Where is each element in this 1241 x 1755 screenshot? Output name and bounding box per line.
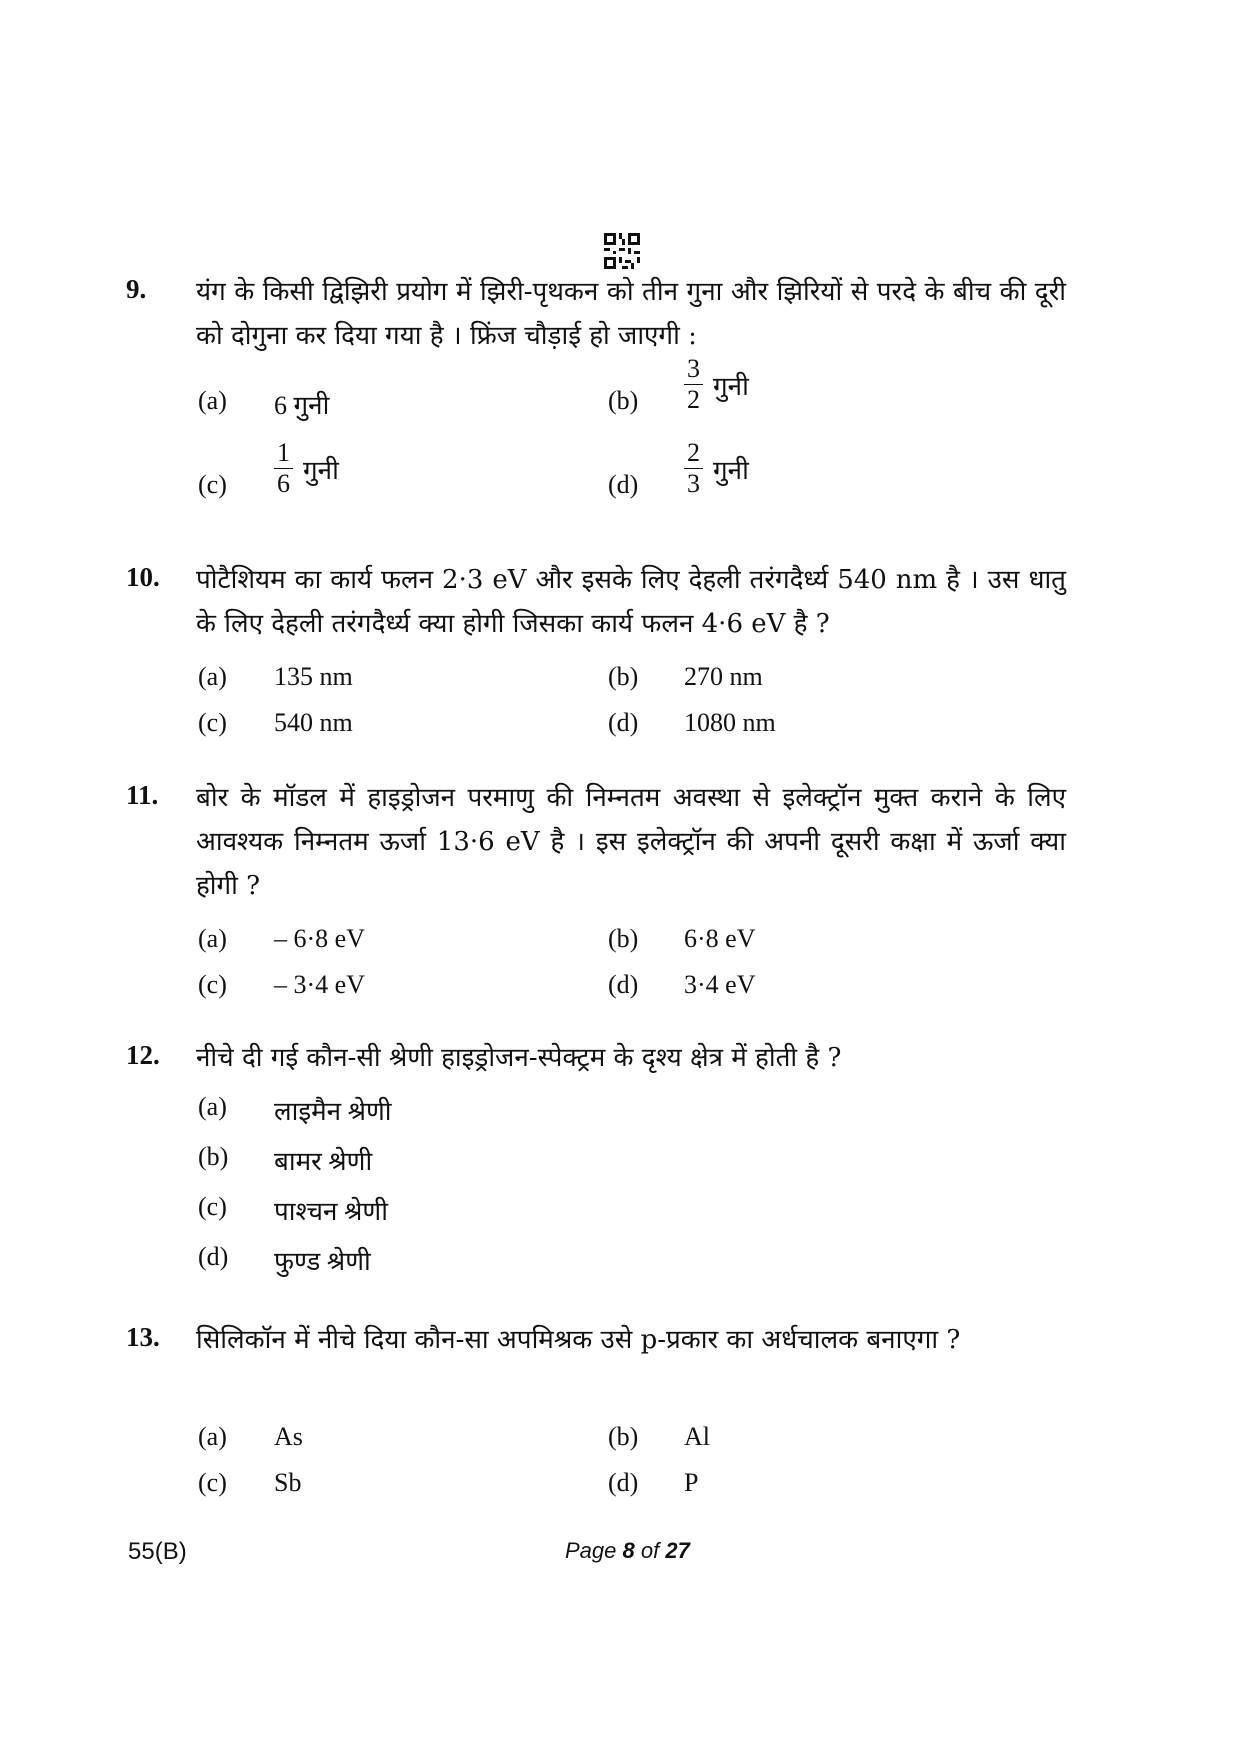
option-value: 540 nm (274, 708, 353, 737)
option-label: (d) (198, 1242, 229, 1271)
option-value: – 6·8 eV (274, 924, 365, 953)
option-label: (b) (608, 1422, 639, 1451)
option-value: 3·4 eV (684, 970, 756, 999)
qr-code-icon (604, 233, 640, 269)
option-value: बामर श्रेणी (274, 1147, 373, 1176)
question-text: यंग के किसी द्विझिरी प्रयोग में झिरी-पृथकन को तीन गुना और झिरियों से परदे के बीच की दूरी को दोगुना कर दिया गया है । फ्रिंज चौड़ाई हो जाएगी : (196, 277, 1066, 351)
option-value: Sb (274, 1468, 302, 1497)
option-value: पाश्चन श्रेणी (274, 1197, 388, 1226)
option-label: (b) (198, 1142, 229, 1171)
option-label: (b) (608, 662, 639, 691)
option-value: P (684, 1468, 699, 1497)
option-value: 6·8 eV (684, 924, 756, 953)
question-number: 13. (126, 1322, 160, 1352)
option-suffix: गुनी (303, 455, 339, 486)
option-value: As (274, 1422, 303, 1451)
question-number: 9. (126, 274, 147, 304)
option-suffix: गुनी (713, 371, 749, 402)
question-number: 10. (126, 562, 160, 592)
option-value: 135 nm (274, 662, 353, 691)
option-label: (a) (198, 1092, 227, 1121)
option-value: 270 nm (684, 662, 763, 691)
option-value: 1080 nm (684, 708, 776, 737)
option-value: लाइमैन श्रेणी (274, 1097, 392, 1126)
option-value: फुण्ड श्रेणी (274, 1247, 371, 1276)
option-label: (d) (608, 470, 639, 499)
option-label: (b) (608, 386, 639, 415)
option-label: (a) (198, 386, 227, 415)
question-text: नीचे दी गई कौन-सी श्रेणी हाइड्रोजन-स्पेक्ट्रम के दृश्य क्षेत्र में होती है ? (196, 1043, 842, 1073)
option-label: (c) (198, 708, 227, 737)
fraction: $\frac{3}{2}$ (684, 354, 703, 415)
question-text: पोटैशियम का कार्य फलन 2·3 eV और इसके लिए देहली तरंगदैर्ध्य 540 nm है । उस धातु के लिए देहली तरंगदैर्ध्य क्या होगी जिसका कार्य फलन 4·6 eV है ? (196, 565, 1066, 639)
option-label: (a) (198, 1422, 227, 1451)
option-label: (a) (198, 662, 227, 691)
option-label: (a) (198, 924, 227, 953)
option-label: (c) (198, 970, 227, 999)
question-number: 12. (126, 1040, 160, 1070)
page-number: Page 8 of 27 (565, 1538, 690, 1563)
option-label: (c) (198, 1468, 227, 1497)
option-suffix: गुनी (713, 455, 749, 486)
fraction: $\frac{2}{3}$ (684, 438, 703, 499)
paper-code: 55(B) (128, 1538, 187, 1565)
option-label: (d) (608, 970, 639, 999)
option-value: – 3·4 eV (274, 970, 365, 999)
option-value: 6 गुनी (274, 391, 330, 420)
option-label: (c) (198, 1192, 227, 1221)
option-label: (d) (608, 708, 639, 737)
question-text: सिलिकॉन में नीचे दिया कौन-सा अपमिश्रक उसे p-प्रकार का अर्धचालक बनाएगा ? (196, 1325, 961, 1355)
question-number: 11. (126, 780, 159, 810)
option-value: Al (684, 1422, 710, 1451)
question-text: बोर के मॉडल में हाइड्रोजन परमाणु की निम्नतम अवस्था से इलेक्ट्रॉन मुक्त कराने के लिए आवश्यक निम्नतम ऊर्जा 13·6 eV है । इस इलेक्ट्रॉन की अपनी दूसरी कक्षा में ऊर्जा क्या होगी ? (196, 783, 1066, 901)
fraction: $\frac{1}{6}$ (274, 438, 293, 499)
option-label: (b) (608, 924, 639, 953)
option-label: (c) (198, 470, 227, 499)
option-label: (d) (608, 1468, 639, 1497)
